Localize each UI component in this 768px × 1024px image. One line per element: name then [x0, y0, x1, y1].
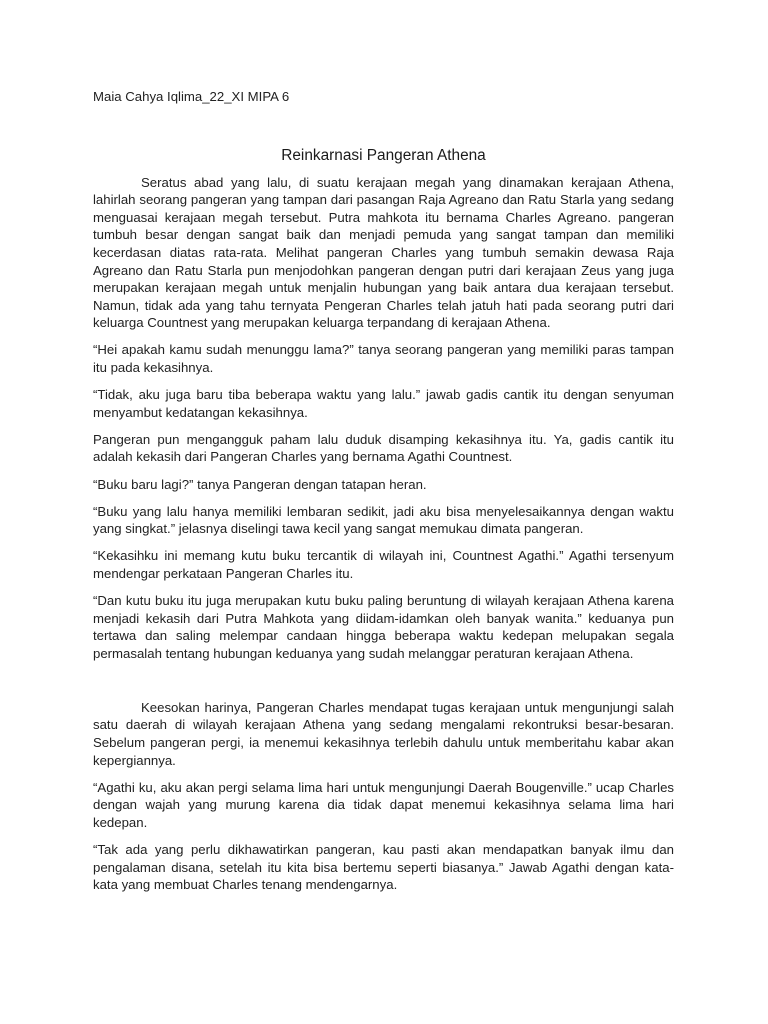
paragraph: “Tak ada yang perlu dikhawatirkan pangeran, kau pasti akan mendapatkan banyak ilmu dan pengalaman disana, setelah itu kita bisa bertemu seperti biasanya.” Jawab Agathi dengan kata-kata yang membuat Charles tenang mendengarnya.	[93, 842, 674, 893]
paragraph: “Buku baru lagi?” tanya Pangeran dengan tatapan heran.	[93, 476, 427, 492]
document-title: Reinkarnasi Pangeran Athena	[281, 146, 486, 164]
paragraph: “Buku yang lalu hanya memiliki lembaran sedikit, jadi aku bisa menyelesaikannya dengan waktu yang singkat.” jelasnya diselingi tawa kecil yang sangat memukau dimata pangeran.	[93, 503, 674, 537]
paragraph: “Kekasihku ini memang kutu buku tercantik di wilayah ini, Countnest Agathi.” Agathi tersenyum mendengar perkataan Pangeran Charles itu.	[93, 548, 674, 581]
paragraph: “Tidak, aku juga baru tiba beberapa waktu yang lalu.” jawab gadis cantik itu dengan senyuman menyambut kedatangan kekasihnya.	[93, 387, 674, 420]
paragraph: Seratus abad yang lalu, di suatu kerajaan megah yang dinamakan kerajaan Athena, lahirlah seorang pangeran yang tampan dari pasangan Raja Agreano dan Ratu Starla yang sedang menguasai kerajaan megah tersebut. Putra mahkota itu bernama Charles Agreano. pangeran tumbuh besar dengan sangat baik dan menjadi pemuda yang sangat tampan dan memiliki kecerdasan diatas rata-rata. Melihat pangeran Charles yang tumbuh semakin dewasa Raja Agreano dan Ratu Starla pun menjodohkan pangeran dengan putri dari kerajaan Zeus yang juga merupakan kerajaan megah untuk menjalin hubungan yang baik antara dua kerajaan tersebut. Namun, tidak ada yang tahu ternyata Pengeran Charles telah jatuh hati pada seorang putri dari keluarga Countnest yang merupakan keluarga terpandang di kerajaan Athena.	[93, 174, 674, 331]
paragraph: Pangeran pun mengangguk paham lalu duduk disamping kekasihnya itu. Ya, gadis cantik itu adalah kekasih dari Pangeran Charles yang bernama Agathi Countnest.	[93, 431, 674, 465]
section-spacer	[93, 672, 674, 699]
paragraph: “Agathi ku, aku akan pergi selama lima hari untuk mengunjungi Daerah Bougenville.” ucap Charles dengan wajah yang murung karena dia tidak dapat menemui kekasihnya selama lima hari kedepan.	[93, 779, 674, 830]
document-page	[93, 88, 674, 903]
author-line: Maia Cahya Iqlima_22_XI MIPA 6	[93, 89, 290, 104]
paragraph: “Hei apakah kamu sudah menunggu lama?” tanya seorang pangeran yang memiliki paras tampan itu pada kekasihnya.	[93, 342, 674, 376]
paragraph: Keesokan harinya, Pangeran Charles mendapat tugas kerajaan untuk mengunjungi salah satu daerah di wilayah kerajaan Athena yang sedang mengalami rekontruksi besar-besaran. Sebelum pangeran pergi, ia menemui kekasihnya terlebih dahulu untuk memberitahu kabar akan kepergiannya.	[93, 699, 674, 768]
paragraph: “Dan kutu buku itu juga merupakan kutu buku paling beruntung di wilayah kerajaan Athena karena menjadi kekasih dari Putra Mahkota yang diidam-idamkan oleh banyak wanita.” keduanya pun tertawa dan saling melempar candaan hingga beberapa waktu kedepan melupakan segala permasalah tentang hubungan keduanya yang sudah melanggar peraturan kerajaan Athena.	[93, 592, 674, 661]
